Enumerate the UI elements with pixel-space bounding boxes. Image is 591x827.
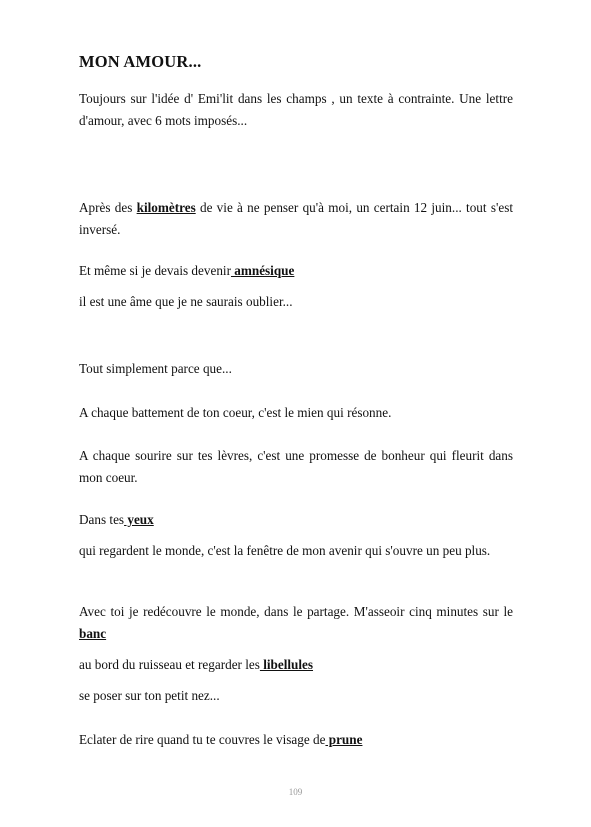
paragraph-nez: se poser sur ton petit nez... bbox=[79, 688, 220, 703]
paragraph-yeux bbox=[79, 509, 513, 531]
paragraph-oublier: il est une âme que je ne saurais oublier... bbox=[79, 294, 293, 309]
imposed-word-libellules: libellules bbox=[259, 657, 314, 672]
text-segment: Et même si je devais devenir bbox=[79, 263, 231, 278]
page-number: 109 bbox=[288, 787, 303, 797]
text-segment: Dans tes bbox=[79, 512, 125, 527]
paragraph-sourire: A chaque sourire sur tes lèvres, c'est une promesse de bonheur qui fleurit dans mon coeur. bbox=[79, 448, 513, 485]
paragraph-fenetre: qui regardent le monde, c'est la fenêtre de mon avenir qui s'ouvre un peu plus. bbox=[79, 543, 491, 558]
paragraph-banc bbox=[79, 601, 513, 645]
text-segment: de vie à ne penser qu'à moi, un certain 12 juin... tout s'est inversé. bbox=[79, 200, 513, 237]
paragraph-libellules bbox=[79, 654, 513, 676]
text-segment: Après des bbox=[79, 200, 137, 215]
paragraph-prune bbox=[79, 729, 513, 751]
text-segment: Eclater de rire quand tu te couvres le visage de bbox=[79, 732, 326, 747]
text-segment: Avec toi je redécouvre le monde, dans le partage. M'asseoir cinq minutes sur le bbox=[79, 604, 513, 619]
imposed-word-kilometres: kilomètres bbox=[136, 200, 196, 215]
paragraph-parce-que: Tout simplement parce que... bbox=[79, 361, 232, 376]
text-segment: au bord du ruisseau et regarder les bbox=[79, 657, 260, 672]
paragraph-kilometres bbox=[79, 197, 513, 241]
page-title: MON AMOUR... bbox=[79, 52, 202, 71]
imposed-word-prune: prune bbox=[325, 732, 363, 747]
imposed-word-banc: banc bbox=[79, 626, 107, 641]
paragraph-amnesique bbox=[79, 260, 513, 282]
paragraph-battement: A chaque battement de ton coeur, c'est le mien qui résonne. bbox=[79, 405, 392, 420]
intro-paragraph: Toujours sur l'idée d' Emi'lit dans les champs , un texte à contrainte. Une lettre d'amour, avec 6 mots imposés... bbox=[79, 91, 513, 128]
imposed-word-yeux: yeux bbox=[124, 512, 154, 527]
imposed-word-amnesique: amnésique bbox=[230, 263, 295, 278]
